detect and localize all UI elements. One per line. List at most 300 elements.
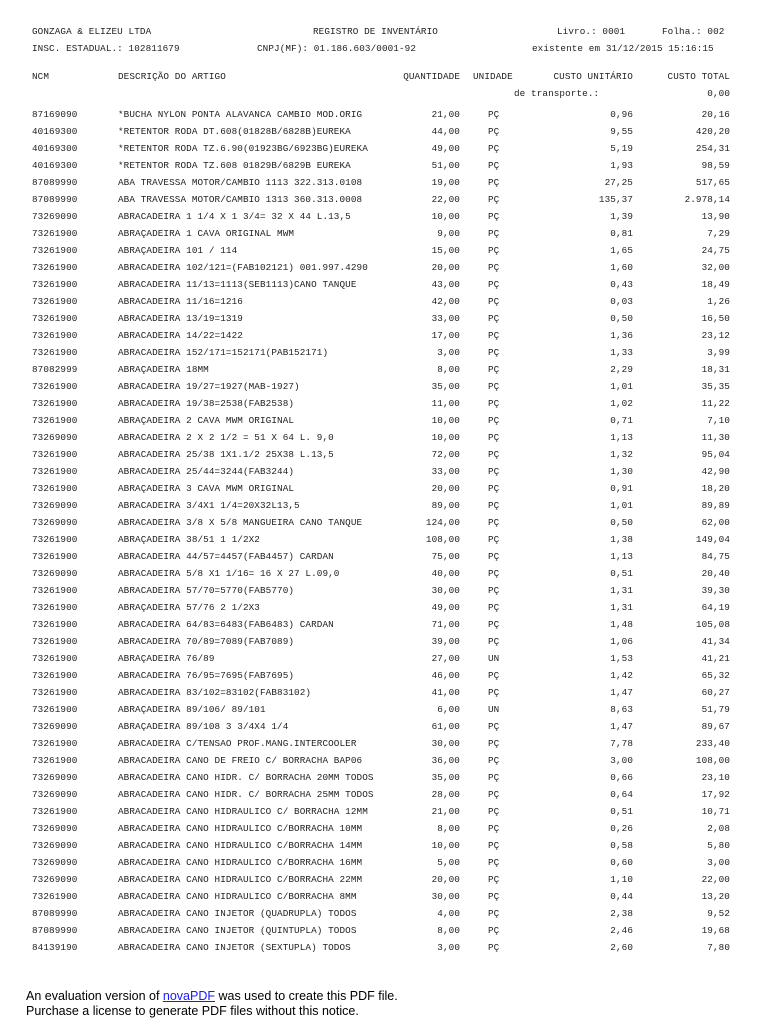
cell-total-cost: 13,20 <box>701 891 730 902</box>
cell-quantity: 8,00 <box>437 823 460 834</box>
cell-description: ABA TRAVESSA MOTOR/CAMBIO 1313 360.313.0008 <box>118 194 363 205</box>
cell-ncm: 73261900 <box>32 636 78 647</box>
table-header <box>0 68 768 85</box>
cell-description: ABRACADEIRA 1 1/4 X 1 3/4= 32 X 44 L.13,5 <box>118 211 351 222</box>
cell-description: ABRAÇADEIRA 89/106/ 89/101 <box>118 704 266 715</box>
cell-unit-cost: 1,36 <box>610 330 633 341</box>
cell-total-cost: 1,26 <box>707 296 730 307</box>
cell-description: ABRAÇADEIRA 76/89 <box>118 653 215 664</box>
cell-description: ABRACADEIRA CANO HIDRAULICO C/BORRACHA 14MM <box>118 840 363 851</box>
cell-description: ABA TRAVESSA MOTOR/CAMBIO 1113 322.313.0108 <box>118 177 363 188</box>
cell-unit: PÇ <box>488 568 500 579</box>
cell-ncm: 73261900 <box>32 245 78 256</box>
cell-description: ABRACADEIRA 25/44=3244(FAB3244) <box>118 466 295 477</box>
cell-quantity: 10,00 <box>431 432 460 443</box>
cell-total-cost: 517,65 <box>695 177 730 188</box>
cell-unit-cost: 1,13 <box>610 551 633 562</box>
cell-ncm: 73269090 <box>32 840 78 851</box>
cell-quantity: 21,00 <box>431 806 460 817</box>
cell-unit: PÇ <box>488 364 500 375</box>
table-row <box>0 106 768 123</box>
cell-quantity: 6,00 <box>437 704 460 715</box>
cell-unit-cost: 1,13 <box>610 432 633 443</box>
cell-ncm: 73261900 <box>32 619 78 630</box>
cell-quantity: 9,00 <box>437 228 460 239</box>
cell-total-cost: 84,75 <box>701 551 730 562</box>
cell-unit: PÇ <box>488 857 500 868</box>
cell-description: ABRACADEIRA CANO HIDRAULICO C/BORRACHA 22MM <box>118 874 363 885</box>
cell-total-cost: 17,92 <box>701 789 730 800</box>
existence-date: existente em 31/12/2015 15:16:15 <box>532 43 714 54</box>
table-row <box>0 480 768 497</box>
cell-unit: PÇ <box>488 908 500 919</box>
cell-ncm: 73261900 <box>32 415 78 426</box>
cell-ncm: 73261900 <box>32 296 78 307</box>
cell-unit: UN <box>488 653 500 664</box>
cell-ncm: 73269090 <box>32 789 78 800</box>
cell-unit: PÇ <box>488 789 500 800</box>
cell-quantity: 3,00 <box>437 942 460 953</box>
cell-ncm: 73261900 <box>32 347 78 358</box>
table-row <box>0 854 768 871</box>
column-header-description: DESCRIÇÃO DO ARTIGO <box>118 71 226 82</box>
cell-unit-cost: 1,38 <box>610 534 633 545</box>
table-row <box>0 327 768 344</box>
cell-total-cost: 60,27 <box>701 687 730 698</box>
cell-ncm: 73269090 <box>32 211 78 222</box>
cell-total-cost: 233,40 <box>695 738 730 749</box>
cell-unit-cost: 2,29 <box>610 364 633 375</box>
transport-label: de transporte.: <box>514 88 600 99</box>
cell-description: ABRACADEIRA 19/38=2538(FAB2538) <box>118 398 295 409</box>
table-row <box>0 395 768 412</box>
table-row <box>0 769 768 786</box>
cell-description: ABRACADEIRA CANO HIDRAULICO C/BORRACHA 16MM <box>118 857 363 868</box>
evaluation-notice-line1 <box>26 989 398 1003</box>
cell-ncm: 73269090 <box>32 721 78 732</box>
table-row <box>0 888 768 905</box>
column-header-total-cost: CUSTO TOTAL <box>667 71 730 82</box>
cell-unit: PÇ <box>488 296 500 307</box>
cell-unit: PÇ <box>488 517 500 528</box>
cell-unit: PÇ <box>488 415 500 426</box>
cell-ncm: 73269090 <box>32 568 78 579</box>
cell-total-cost: 65,32 <box>701 670 730 681</box>
cell-ncm: 73261900 <box>32 534 78 545</box>
cell-total-cost: 18,49 <box>701 279 730 290</box>
cell-unit-cost: 135,37 <box>598 194 633 205</box>
cell-ncm: 84139190 <box>32 942 78 953</box>
cell-total-cost: 62,00 <box>701 517 730 528</box>
cell-description: ABRACADEIRA 13/19=1319 <box>118 313 243 324</box>
cell-unit: PÇ <box>488 721 500 732</box>
table-row <box>0 922 768 939</box>
cell-total-cost: 22,00 <box>701 874 730 885</box>
cell-unit: PÇ <box>488 585 500 596</box>
cell-description: ABRAÇADEIRA 2 CAVA MWM ORIGINAL <box>118 415 295 426</box>
cell-unit: PÇ <box>488 160 500 171</box>
cell-quantity: 20,00 <box>431 874 460 885</box>
table-row <box>0 497 768 514</box>
cell-description: ABRACADEIRA 19/27=1927(MAB-1927) <box>118 381 300 392</box>
cell-quantity: 35,00 <box>431 772 460 783</box>
cell-unit-cost: 1,32 <box>610 449 633 460</box>
cell-quantity: 30,00 <box>431 738 460 749</box>
cell-description: ABRACADEIRA CANO INJETOR (QUADRUPLA) TODOS <box>118 908 357 919</box>
cell-unit: PÇ <box>488 687 500 698</box>
cell-description: *BUCHA NYLON PONTA ALAVANCA CAMBIO MOD.ORIG <box>118 109 363 120</box>
cell-quantity: 72,00 <box>431 449 460 460</box>
cell-total-cost: 5,80 <box>707 840 730 851</box>
cell-ncm: 73269090 <box>32 432 78 443</box>
cell-unit-cost: 2,38 <box>610 908 633 919</box>
cell-unit: PÇ <box>488 925 500 936</box>
cell-description: ABRACADEIRA 11/16=1216 <box>118 296 243 307</box>
cell-quantity: 22,00 <box>431 194 460 205</box>
cell-quantity: 10,00 <box>431 840 460 851</box>
table-row <box>0 803 768 820</box>
cell-quantity: 17,00 <box>431 330 460 341</box>
table-row <box>0 667 768 684</box>
table-row <box>0 378 768 395</box>
cell-description: ABRACADEIRA 25/38 1X1.1/2 25X38 L.13,5 <box>118 449 334 460</box>
cell-quantity: 8,00 <box>437 364 460 375</box>
table-row <box>0 565 768 582</box>
cell-ncm: 40169300 <box>32 160 78 171</box>
cell-unit-cost: 0,43 <box>610 279 633 290</box>
cell-ncm: 73261900 <box>32 687 78 698</box>
cell-unit-cost: 1,42 <box>610 670 633 681</box>
cell-unit: PÇ <box>488 245 500 256</box>
cell-total-cost: 89,89 <box>701 500 730 511</box>
cell-total-cost: 98,59 <box>701 160 730 171</box>
cell-unit-cost: 1,02 <box>610 398 633 409</box>
cell-unit-cost: 1,10 <box>610 874 633 885</box>
table-row <box>0 905 768 922</box>
cell-unit-cost: 0,91 <box>610 483 633 494</box>
cell-quantity: 30,00 <box>431 585 460 596</box>
cell-total-cost: 23,12 <box>701 330 730 341</box>
cell-quantity: 28,00 <box>431 789 460 800</box>
cell-total-cost: 149,04 <box>695 534 730 545</box>
table-row <box>0 310 768 327</box>
cell-total-cost: 9,52 <box>707 908 730 919</box>
cell-quantity: 27,00 <box>431 653 460 664</box>
cell-description: *RETENTOR RODA TZ.6.90(01923BG/6923BG)EUREKA <box>118 143 368 154</box>
cell-ncm: 73261900 <box>32 279 78 290</box>
table-row <box>0 157 768 174</box>
table-row <box>0 939 768 956</box>
cell-unit-cost: 2,60 <box>610 942 633 953</box>
cell-unit: PÇ <box>488 313 500 324</box>
cell-unit-cost: 0,50 <box>610 517 633 528</box>
transport-value: 0,00 <box>707 88 730 99</box>
cell-description: ABRACADEIRA 57/70=5770(FAB5770) <box>118 585 295 596</box>
cell-total-cost: 7,10 <box>707 415 730 426</box>
cell-total-cost: 95,04 <box>701 449 730 460</box>
cell-ncm: 73261900 <box>32 653 78 664</box>
table-row <box>0 463 768 480</box>
cell-quantity: 49,00 <box>431 143 460 154</box>
cell-total-cost: 89,67 <box>701 721 730 732</box>
table-row <box>0 344 768 361</box>
cell-quantity: 44,00 <box>431 126 460 137</box>
cell-unit-cost: 0,71 <box>610 415 633 426</box>
table-row <box>0 174 768 191</box>
cell-description: ABRAÇADEIRA 3 CAVA MWM ORIGINAL <box>118 483 295 494</box>
cell-unit: PÇ <box>488 755 500 766</box>
table-row <box>0 225 768 242</box>
cell-total-cost: 16,50 <box>701 313 730 324</box>
notice-text-post: was used to create this PDF file. <box>215 989 398 1003</box>
cell-unit-cost: 1,01 <box>610 500 633 511</box>
cell-unit-cost: 1,48 <box>610 619 633 630</box>
cell-unit: PÇ <box>488 619 500 630</box>
cell-ncm: 73261900 <box>32 449 78 460</box>
cell-unit-cost: 9,55 <box>610 126 633 137</box>
cell-description: ABRACADEIRA CANO HIDR. C/ BORRACHA 25MM TODOS <box>118 789 374 800</box>
cell-unit-cost: 0,03 <box>610 296 633 307</box>
cell-unit: PÇ <box>488 279 500 290</box>
table-row <box>0 616 768 633</box>
cell-total-cost: 23,10 <box>701 772 730 783</box>
cell-unit-cost: 0,96 <box>610 109 633 120</box>
table-row <box>0 820 768 837</box>
cell-unit-cost: 1,65 <box>610 245 633 256</box>
cell-description: *RETENTOR RODA DT.608(01828B/6828B)EUREKA <box>118 126 351 137</box>
cell-description: *RETENTOR RODA TZ.608 01829B/6829B EUREKA <box>118 160 351 171</box>
cell-unit-cost: 1,31 <box>610 585 633 596</box>
cell-total-cost: 11,30 <box>701 432 730 443</box>
cell-total-cost: 2.978,14 <box>684 194 730 205</box>
cell-total-cost: 64,19 <box>701 602 730 613</box>
cell-total-cost: 13,90 <box>701 211 730 222</box>
cell-ncm: 73261900 <box>32 262 78 273</box>
table-row <box>0 429 768 446</box>
cell-quantity: 3,00 <box>437 347 460 358</box>
cell-quantity: 4,00 <box>437 908 460 919</box>
cell-unit: PÇ <box>488 874 500 885</box>
cell-ncm: 87089990 <box>32 177 78 188</box>
cell-unit: PÇ <box>488 194 500 205</box>
cell-unit-cost: 7,78 <box>610 738 633 749</box>
cell-unit-cost: 0,26 <box>610 823 633 834</box>
cell-total-cost: 7,29 <box>707 228 730 239</box>
cell-total-cost: 10,71 <box>701 806 730 817</box>
table-row <box>0 412 768 429</box>
cell-description: ABRAÇADEIRA 1 CAVA ORIGINAL MWM <box>118 228 295 239</box>
column-header-quantity: QUANTIDADE <box>403 71 460 82</box>
cell-unit: PÇ <box>488 891 500 902</box>
cnpj: CNPJ(MF): 01.186.603/0001-92 <box>257 43 417 54</box>
cell-unit-cost: 1,01 <box>610 381 633 392</box>
cell-ncm: 40169300 <box>32 143 78 154</box>
cell-description: ABRACADEIRA CANO INJETOR (QUINTUPLA) TODOS <box>118 925 357 936</box>
table-row <box>0 701 768 718</box>
column-header-unit-cost: CUSTO UNITÁRIO <box>553 71 633 82</box>
cell-description: ABRAÇADEIRA 89/108 3 3/4X4 1/4 <box>118 721 289 732</box>
cell-unit-cost: 2,46 <box>610 925 633 936</box>
table-row <box>0 514 768 531</box>
cell-unit-cost: 1,39 <box>610 211 633 222</box>
cell-description: ABRACADEIRA 11/13=1113(SEB1113)CANO TANQUE <box>118 279 357 290</box>
cell-unit: PÇ <box>488 143 500 154</box>
cell-ncm: 73261900 <box>32 755 78 766</box>
cell-total-cost: 41,21 <box>701 653 730 664</box>
cell-unit-cost: 0,51 <box>610 806 633 817</box>
cell-description: ABRAÇADEIRA 101 / 114 <box>118 245 238 256</box>
cell-quantity: 51,00 <box>431 160 460 171</box>
cell-total-cost: 105,08 <box>695 619 730 630</box>
cell-unit: PÇ <box>488 840 500 851</box>
cell-description: ABRAÇADEIRA 18MM <box>118 364 209 375</box>
table-row <box>0 752 768 769</box>
cell-description: ABRACADEIRA 70/89=7089(FAB7089) <box>118 636 295 647</box>
cell-description: ABRACADEIRA C/TENSAO PROF.MANG.INTERCOOLER <box>118 738 357 749</box>
document-title: REGISTRO DE INVENTÁRIO <box>313 26 438 37</box>
cell-unit-cost: 0,81 <box>610 228 633 239</box>
cell-description: ABRACADEIRA CANO DE FREIO C/ BORRACHA BAP06 <box>118 755 363 766</box>
cell-unit-cost: 3,00 <box>610 755 633 766</box>
cell-unit-cost: 1,06 <box>610 636 633 647</box>
table-row <box>0 242 768 259</box>
cell-unit: PÇ <box>488 500 500 511</box>
cell-ncm: 73261900 <box>32 551 78 562</box>
cell-unit: PÇ <box>488 806 500 817</box>
cell-quantity: 35,00 <box>431 381 460 392</box>
table-row <box>0 548 768 565</box>
cell-total-cost: 41,34 <box>701 636 730 647</box>
cell-ncm: 73269090 <box>32 857 78 868</box>
table-row <box>0 650 768 667</box>
cell-unit: PÇ <box>488 823 500 834</box>
cell-unit-cost: 5,19 <box>610 143 633 154</box>
cell-unit-cost: 0,64 <box>610 789 633 800</box>
cell-unit-cost: 0,50 <box>610 313 633 324</box>
cell-description: ABRACADEIRA 3/4X1 1/4=20X32L13,5 <box>118 500 300 511</box>
cell-ncm: 87082999 <box>32 364 78 375</box>
cell-unit: PÇ <box>488 211 500 222</box>
novapdf-link[interactable]: novaPDF <box>162 989 215 1003</box>
table-row <box>0 718 768 735</box>
cell-unit: PÇ <box>488 602 500 613</box>
cell-unit: PÇ <box>488 466 500 477</box>
cell-ncm: 73261900 <box>32 398 78 409</box>
cell-quantity: 43,00 <box>431 279 460 290</box>
cell-ncm: 73269090 <box>32 500 78 511</box>
cell-quantity: 20,00 <box>431 262 460 273</box>
folha-number: Folha.: 002 <box>662 26 725 37</box>
table-row <box>0 684 768 701</box>
cell-unit: PÇ <box>488 381 500 392</box>
cell-ncm: 73261900 <box>32 585 78 596</box>
cell-unit-cost: 1,53 <box>610 653 633 664</box>
cell-unit-cost: 1,93 <box>610 160 633 171</box>
cell-quantity: 5,00 <box>437 857 460 868</box>
cell-quantity: 71,00 <box>431 619 460 630</box>
table-row <box>0 293 768 310</box>
cell-unit: PÇ <box>488 534 500 545</box>
table-row <box>0 259 768 276</box>
cell-total-cost: 11,22 <box>701 398 730 409</box>
cell-unit: PÇ <box>488 228 500 239</box>
cell-unit: UN <box>488 704 500 715</box>
cell-total-cost: 254,31 <box>695 143 730 154</box>
cell-description: ABRACADEIRA 83/102=83102(FAB83102) <box>118 687 312 698</box>
cell-description: ABRACADEIRA 64/83=6483(FAB6483) CARDAN <box>118 619 334 630</box>
cell-ncm: 73261900 <box>32 806 78 817</box>
table-row <box>0 123 768 140</box>
cell-ncm: 87089990 <box>32 925 78 936</box>
cell-description: ABRAÇADEIRA 57/76 2 1/2X3 <box>118 602 260 613</box>
transport-row <box>0 85 768 102</box>
cell-quantity: 11,00 <box>431 398 460 409</box>
cell-quantity: 33,00 <box>431 313 460 324</box>
cell-unit: PÇ <box>488 772 500 783</box>
cell-total-cost: 32,00 <box>701 262 730 273</box>
cell-total-cost: 7,80 <box>707 942 730 953</box>
cell-ncm: 87169090 <box>32 109 78 120</box>
cell-unit-cost: 1,47 <box>610 721 633 732</box>
cell-unit-cost: 1,31 <box>610 602 633 613</box>
cell-ncm: 73269090 <box>32 874 78 885</box>
cell-description: ABRACADEIRA 2 X 2 1/2 = 51 X 64 L. 9,0 <box>118 432 334 443</box>
cell-ncm: 87089990 <box>32 908 78 919</box>
cell-description: ABRACADEIRA CANO HIDRAULICO C/ BORRACHA 12MM <box>118 806 368 817</box>
cell-quantity: 10,00 <box>431 211 460 222</box>
cell-ncm: 73261900 <box>32 466 78 477</box>
cell-ncm: 73261900 <box>32 330 78 341</box>
cell-ncm: 73261900 <box>32 313 78 324</box>
cell-description: ABRACADEIRA 76/95=7695(FAB7695) <box>118 670 295 681</box>
table-row <box>0 633 768 650</box>
cell-unit: PÇ <box>488 670 500 681</box>
cell-quantity: 124,00 <box>425 517 460 528</box>
cell-description: ABRACADEIRA CANO HIDR. C/ BORRACHA 20MM TODOS <box>118 772 374 783</box>
table-row <box>0 735 768 752</box>
cell-unit: PÇ <box>488 636 500 647</box>
cell-ncm: 73261900 <box>32 891 78 902</box>
cell-unit: PÇ <box>488 177 500 188</box>
cell-unit: PÇ <box>488 449 500 460</box>
cell-description: ABRACADEIRA 3/8 X 5/8 MANGUEIRA CANO TANQUE <box>118 517 363 528</box>
table-row <box>0 582 768 599</box>
cell-unit-cost: 0,51 <box>610 568 633 579</box>
cell-quantity: 36,00 <box>431 755 460 766</box>
cell-quantity: 42,00 <box>431 296 460 307</box>
cell-unit: PÇ <box>488 347 500 358</box>
cell-unit-cost: 0,58 <box>610 840 633 851</box>
cell-total-cost: 18,20 <box>701 483 730 494</box>
table-row <box>0 276 768 293</box>
cell-unit: PÇ <box>488 398 500 409</box>
cell-total-cost: 3,99 <box>707 347 730 358</box>
cell-quantity: 61,00 <box>431 721 460 732</box>
cell-quantity: 8,00 <box>437 925 460 936</box>
cell-ncm: 73261900 <box>32 602 78 613</box>
cell-unit: PÇ <box>488 126 500 137</box>
cell-ncm: 87089990 <box>32 194 78 205</box>
cell-quantity: 108,00 <box>425 534 460 545</box>
cell-description: ABRACADEIRA CANO HIDRAULICO C/BORRACHA 10MM <box>118 823 363 834</box>
cell-description: ABRACADEIRA 14/22=1422 <box>118 330 243 341</box>
table-row <box>0 140 768 157</box>
cell-ncm: 73269090 <box>32 823 78 834</box>
table-row <box>0 599 768 616</box>
cell-total-cost: 42,90 <box>701 466 730 477</box>
cell-quantity: 33,00 <box>431 466 460 477</box>
cell-total-cost: 20,40 <box>701 568 730 579</box>
